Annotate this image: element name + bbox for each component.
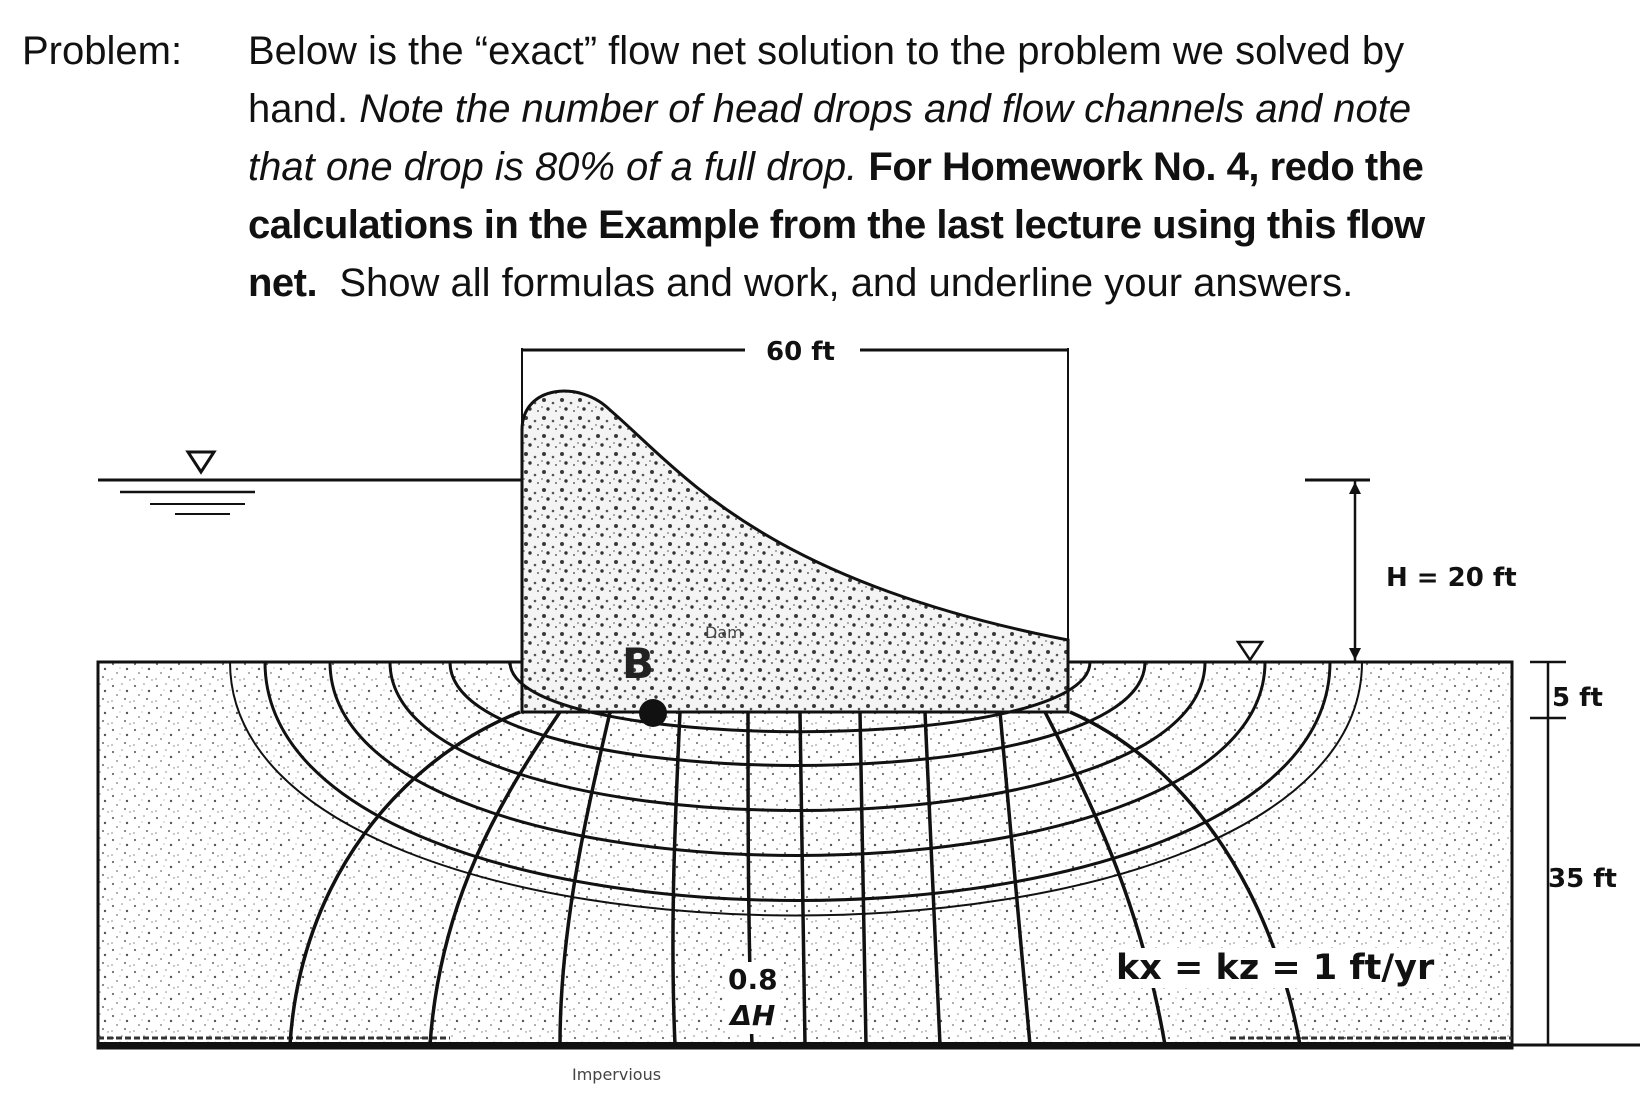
dam-width-label: 60 ft [766,337,835,367]
point-b-marker [639,699,667,727]
dam-body [522,391,1068,712]
impervious-label: Impervious [572,1065,662,1084]
problem-label: Problem: [22,29,183,73]
head-label: H = 20 ft [1386,563,1517,593]
problem-line-4: calculations in the Example from the last lecture using this flow [248,203,1425,247]
problem-line-3-italic: that one drop is 80% of a full drop. [248,145,858,189]
problem-line-5-plain: Show all formulas and work, and underline your answers. [339,261,1354,305]
problem-line-2-italic: Note the number of head drops and flow channels and note [359,87,1412,131]
head-dimension [1305,480,1370,662]
problem-line-2-plain: hand. [248,87,349,131]
depth-dimension [1530,662,1566,1045]
partial-drop-symbol: ΔH [730,999,776,1032]
problem-line-5-bold: net. [248,261,318,305]
partial-drop-label [726,962,780,1034]
layer-thickness-label: 35 ft [1548,864,1617,894]
partial-drop-value: 0.8 [728,963,778,996]
embedment-label: 5 ft [1552,683,1603,713]
downstream-water [1238,642,1262,660]
upstream-water [98,452,522,514]
problem-line-1: Below is the “exact” flow net solution to the problem we solved by [248,29,1405,73]
dam-label: Dam [705,623,743,642]
permeability-label: kx = kz = 1 ft/yr [1112,948,1438,988]
problem-line-3-bold: For Homework No. 4, redo the [868,145,1424,189]
point-b-label: B [622,639,655,688]
